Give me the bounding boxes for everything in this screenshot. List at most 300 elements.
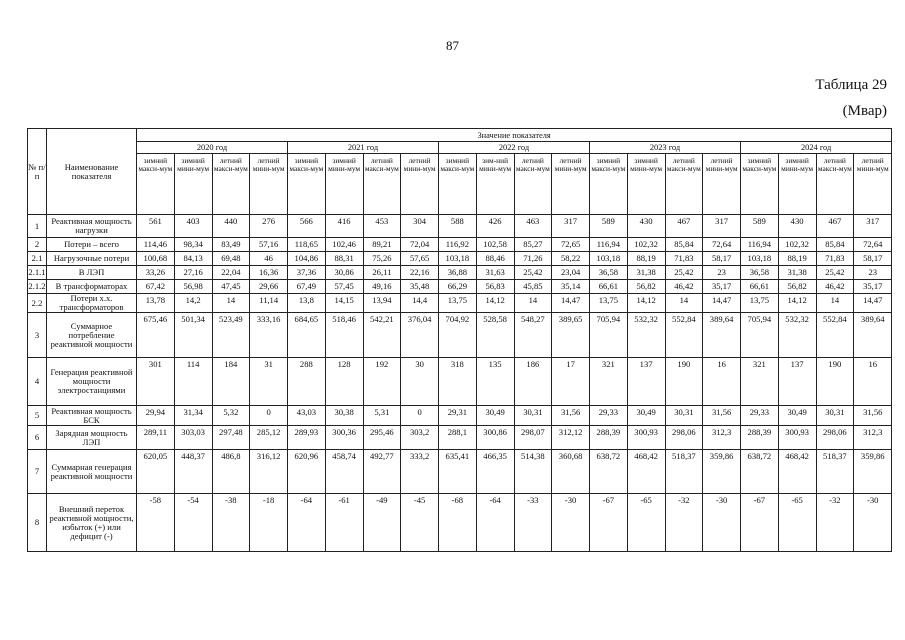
header-season: летний мини-мум — [401, 154, 439, 215]
value-cell: 56,82 — [778, 280, 816, 294]
value-cell: 66,29 — [439, 280, 477, 294]
value-cell: 298,07 — [514, 426, 552, 450]
value-cell: 13,75 — [439, 294, 477, 313]
value-cell: 16 — [703, 358, 741, 406]
value-cell: 85,84 — [816, 238, 854, 252]
value-cell: 128 — [325, 358, 363, 406]
value-cell: 84,13 — [174, 252, 212, 266]
value-cell: 29,33 — [590, 406, 628, 426]
value-cell: 288,39 — [741, 426, 779, 450]
value-cell: 297,48 — [212, 426, 250, 450]
value-cell: 114,46 — [137, 238, 175, 252]
row-number: 1 — [28, 215, 47, 238]
header-year: 2022 год — [439, 142, 590, 154]
value-cell: 72,65 — [552, 238, 590, 252]
table-row — [28, 358, 892, 406]
value-cell: -30 — [703, 494, 741, 552]
value-cell: 13,75 — [590, 294, 628, 313]
value-cell: 14,12 — [627, 294, 665, 313]
table-row — [28, 215, 892, 238]
value-cell: 98,34 — [174, 238, 212, 252]
value-cell: 25,42 — [514, 266, 552, 280]
table-row — [28, 252, 892, 266]
value-cell: 289,93 — [288, 426, 326, 450]
header-no: № п/п — [28, 129, 47, 215]
value-cell: 100,68 — [137, 252, 175, 266]
page-number: 87 — [446, 38, 459, 53]
row-name: Потери – всего — [47, 238, 137, 252]
value-cell: 103,18 — [590, 252, 628, 266]
value-cell: 71,83 — [665, 252, 703, 266]
value-cell: 13,8 — [288, 294, 326, 313]
value-cell: 635,41 — [439, 450, 477, 494]
value-cell: 57,16 — [250, 238, 288, 252]
value-cell: 29,94 — [137, 406, 175, 426]
value-cell: 486,8 — [212, 450, 250, 494]
value-cell: 298,06 — [665, 426, 703, 450]
value-cell: -65 — [778, 494, 816, 552]
row-number: 2.1.2 — [28, 280, 47, 294]
table-unit: (Мвар) — [842, 103, 887, 119]
value-cell: -61 — [325, 494, 363, 552]
value-cell: -33 — [514, 494, 552, 552]
value-cell: 116,94 — [741, 238, 779, 252]
value-cell: 88,19 — [778, 252, 816, 266]
value-cell: 318 — [439, 358, 477, 406]
value-cell: 88,19 — [627, 252, 665, 266]
value-cell: 71,26 — [514, 252, 552, 266]
value-cell: -32 — [665, 494, 703, 552]
header-season: зимний макси-мум — [137, 154, 175, 215]
value-cell: 43,03 — [288, 406, 326, 426]
value-cell: 289,11 — [137, 426, 175, 450]
value-cell: 23 — [854, 266, 892, 280]
value-cell: 47,45 — [212, 280, 250, 294]
value-cell: -38 — [212, 494, 250, 552]
table-row — [28, 238, 892, 252]
value-cell: 675,46 — [137, 313, 175, 358]
value-cell: 30,86 — [325, 266, 363, 280]
value-cell: 26,11 — [363, 266, 401, 280]
header-season: зимний макси-мум — [741, 154, 779, 215]
value-cell: 30,49 — [627, 406, 665, 426]
value-cell: 705,94 — [741, 313, 779, 358]
value-cell: -45 — [401, 494, 439, 552]
header-season: зимний макси-мум — [288, 154, 326, 215]
value-cell: 25,42 — [665, 266, 703, 280]
value-cell: 14,2 — [174, 294, 212, 313]
header-season: летний макси-мум — [514, 154, 552, 215]
header-value: Значение показателя — [137, 129, 892, 142]
table-row — [28, 313, 892, 358]
value-cell: 300,93 — [778, 426, 816, 450]
value-cell: 30,31 — [514, 406, 552, 426]
value-cell: 523,49 — [212, 313, 250, 358]
value-cell: 416 — [325, 215, 363, 238]
value-cell: 301 — [137, 358, 175, 406]
value-cell: 71,83 — [816, 252, 854, 266]
value-cell: 453 — [363, 215, 401, 238]
value-cell: 14,15 — [325, 294, 363, 313]
row-number: 3 — [28, 313, 47, 358]
value-cell: 85,84 — [665, 238, 703, 252]
value-cell: 58,17 — [703, 252, 741, 266]
header-season: зимний макси-мум — [439, 154, 477, 215]
value-cell: 118,65 — [288, 238, 326, 252]
header-season: зимний макси-мум — [590, 154, 628, 215]
value-cell: 300,86 — [476, 426, 514, 450]
value-cell: -30 — [854, 494, 892, 552]
header-season: летний макси-мум — [816, 154, 854, 215]
table-row — [28, 294, 892, 313]
value-cell: 89,21 — [363, 238, 401, 252]
value-cell: 30,31 — [665, 406, 703, 426]
value-cell: 316,12 — [250, 450, 288, 494]
value-cell: 22,04 — [212, 266, 250, 280]
value-cell: 14,4 — [401, 294, 439, 313]
value-cell: 518,37 — [816, 450, 854, 494]
value-cell: 303,2 — [401, 426, 439, 450]
header-season: летний мини-мум — [250, 154, 288, 215]
value-cell: 14,47 — [854, 294, 892, 313]
value-cell: 17 — [552, 358, 590, 406]
value-cell: 440 — [212, 215, 250, 238]
value-cell: 430 — [778, 215, 816, 238]
value-cell: 389,65 — [552, 313, 590, 358]
value-cell: 67,42 — [137, 280, 175, 294]
value-cell: 58,17 — [854, 252, 892, 266]
value-cell: 46 — [250, 252, 288, 266]
value-cell: 56,83 — [476, 280, 514, 294]
value-cell: -68 — [439, 494, 477, 552]
value-cell: 35,17 — [703, 280, 741, 294]
value-cell: 30,49 — [778, 406, 816, 426]
row-name: В ЛЭП — [47, 266, 137, 280]
row-name: Внешний переток реактивной мощности, избыток (+) или дефицит (-) — [47, 494, 137, 552]
row-name: В трансформаторах — [47, 280, 137, 294]
value-cell: 36,58 — [590, 266, 628, 280]
value-cell: 468,42 — [778, 450, 816, 494]
value-cell: 426 — [476, 215, 514, 238]
table-row — [28, 280, 892, 294]
value-cell: 49,16 — [363, 280, 401, 294]
value-cell: 528,58 — [476, 313, 514, 358]
value-cell: 31,38 — [627, 266, 665, 280]
value-cell: 542,21 — [363, 313, 401, 358]
value-cell: 13,78 — [137, 294, 175, 313]
value-cell: 35,17 — [854, 280, 892, 294]
value-cell: 46,42 — [665, 280, 703, 294]
row-name: Генерация реактивной мощности электростанциями — [47, 358, 137, 406]
value-cell: 23,04 — [552, 266, 590, 280]
value-cell: 46,42 — [816, 280, 854, 294]
header-season: зим-ний мини-мум — [476, 154, 514, 215]
value-cell: 186 — [514, 358, 552, 406]
value-cell: 36,58 — [741, 266, 779, 280]
row-name: Реактивная мощность нагрузки — [47, 215, 137, 238]
row-name: Реактивная мощность БСК — [47, 406, 137, 426]
header-year: 2021 год — [288, 142, 439, 154]
value-cell: 116,94 — [590, 238, 628, 252]
value-cell: 14,12 — [476, 294, 514, 313]
row-number: 2 — [28, 238, 47, 252]
value-cell: -32 — [816, 494, 854, 552]
value-cell: 14,12 — [778, 294, 816, 313]
header-season: летний макси-мум — [665, 154, 703, 215]
value-cell: -18 — [250, 494, 288, 552]
table-row — [28, 494, 892, 552]
value-cell: 552,84 — [816, 313, 854, 358]
value-cell: 288,39 — [590, 426, 628, 450]
value-cell: 57,65 — [401, 252, 439, 266]
value-cell: 552,84 — [665, 313, 703, 358]
value-cell: -67 — [590, 494, 628, 552]
value-cell: 300,36 — [325, 426, 363, 450]
header-year: 2020 год — [137, 142, 288, 154]
value-cell: 14,47 — [703, 294, 741, 313]
value-cell: 448,37 — [174, 450, 212, 494]
value-cell: 83,49 — [212, 238, 250, 252]
value-cell: 31,56 — [854, 406, 892, 426]
value-cell: 360,68 — [552, 450, 590, 494]
value-cell: 312,3 — [854, 426, 892, 450]
value-cell: 102,32 — [778, 238, 816, 252]
value-cell: 27,16 — [174, 266, 212, 280]
value-cell: 22,16 — [401, 266, 439, 280]
value-cell: 102,58 — [476, 238, 514, 252]
value-cell: 492,77 — [363, 450, 401, 494]
value-cell: 304 — [401, 215, 439, 238]
value-cell: 88,46 — [476, 252, 514, 266]
table-row — [28, 266, 892, 280]
value-cell: 66,61 — [590, 280, 628, 294]
value-cell: 192 — [363, 358, 401, 406]
value-cell: 288 — [288, 358, 326, 406]
value-cell: 359,86 — [854, 450, 892, 494]
value-cell: -64 — [476, 494, 514, 552]
value-cell: 69,48 — [212, 252, 250, 266]
row-number: 4 — [28, 358, 47, 406]
value-cell: 45,85 — [514, 280, 552, 294]
value-cell: 116,92 — [439, 238, 477, 252]
value-cell: 85,27 — [514, 238, 552, 252]
row-name: Нагрузочные потери — [47, 252, 137, 266]
value-cell: 467 — [665, 215, 703, 238]
value-cell: -54 — [174, 494, 212, 552]
value-cell: 5,32 — [212, 406, 250, 426]
value-cell: 135 — [476, 358, 514, 406]
value-cell: 312,12 — [552, 426, 590, 450]
value-cell: 321 — [590, 358, 628, 406]
header-year: 2024 год — [741, 142, 892, 154]
value-cell: 72,04 — [401, 238, 439, 252]
value-cell: 705,94 — [590, 313, 628, 358]
value-cell: 589 — [741, 215, 779, 238]
value-cell: 458,74 — [325, 450, 363, 494]
value-cell: 548,27 — [514, 313, 552, 358]
value-cell: 58,22 — [552, 252, 590, 266]
value-cell: 14 — [212, 294, 250, 313]
value-cell: 466,35 — [476, 450, 514, 494]
value-cell: 312,3 — [703, 426, 741, 450]
value-cell: 30 — [401, 358, 439, 406]
value-cell: 638,72 — [741, 450, 779, 494]
table-title: Таблица 29 — [815, 77, 887, 93]
value-cell: 14 — [514, 294, 552, 313]
value-cell: 376,04 — [401, 313, 439, 358]
header-name: Наименование показателя — [47, 129, 137, 215]
value-cell: 114 — [174, 358, 212, 406]
value-cell: 684,65 — [288, 313, 326, 358]
table-row — [28, 426, 892, 450]
value-cell: 620,96 — [288, 450, 326, 494]
value-cell: 56,82 — [627, 280, 665, 294]
value-cell: 57,45 — [325, 280, 363, 294]
header-year: 2023 год — [590, 142, 741, 154]
value-cell: 31,56 — [703, 406, 741, 426]
header-season: зимний мини-мум — [325, 154, 363, 215]
value-cell: 72,64 — [854, 238, 892, 252]
value-cell: 389,64 — [703, 313, 741, 358]
table-row — [28, 406, 892, 426]
value-cell: 14,47 — [552, 294, 590, 313]
value-cell: 389,64 — [854, 313, 892, 358]
row-number: 2.1 — [28, 252, 47, 266]
header-season: летний мини-мум — [703, 154, 741, 215]
value-cell: 13,75 — [741, 294, 779, 313]
value-cell: 88,31 — [325, 252, 363, 266]
value-cell: 317 — [552, 215, 590, 238]
value-cell: 468,42 — [627, 450, 665, 494]
value-cell: 102,32 — [627, 238, 665, 252]
value-cell: 66,61 — [741, 280, 779, 294]
row-number: 2.1.1 — [28, 266, 47, 280]
header-season: летний макси-мум — [363, 154, 401, 215]
value-cell: 467 — [816, 215, 854, 238]
row-name: Потери х.х. трансформаторов — [47, 294, 137, 313]
value-cell: 359,86 — [703, 450, 741, 494]
value-cell: 104,86 — [288, 252, 326, 266]
value-cell: 295,46 — [363, 426, 401, 450]
value-cell: 5,31 — [363, 406, 401, 426]
value-cell: 31,38 — [778, 266, 816, 280]
value-cell: 638,72 — [590, 450, 628, 494]
value-cell: 303,03 — [174, 426, 212, 450]
value-cell: 75,26 — [363, 252, 401, 266]
value-cell: -58 — [137, 494, 175, 552]
value-cell: 518,37 — [665, 450, 703, 494]
value-cell: 36,88 — [439, 266, 477, 280]
header-season: зимний мини-мум — [627, 154, 665, 215]
header-season: зимний мини-мум — [778, 154, 816, 215]
value-cell: 317 — [854, 215, 892, 238]
value-cell: 29,66 — [250, 280, 288, 294]
value-cell: 30,38 — [325, 406, 363, 426]
value-cell: 403 — [174, 215, 212, 238]
value-cell: 16,36 — [250, 266, 288, 280]
value-cell: 276 — [250, 215, 288, 238]
value-cell: 430 — [627, 215, 665, 238]
value-cell: 31,34 — [174, 406, 212, 426]
value-cell: 14 — [816, 294, 854, 313]
value-cell: 285,12 — [250, 426, 288, 450]
value-cell: 0 — [250, 406, 288, 426]
value-cell: -65 — [627, 494, 665, 552]
value-cell: 588 — [439, 215, 477, 238]
row-number: 8 — [28, 494, 47, 552]
row-name: Суммарная генерация реактивной мощности — [47, 450, 137, 494]
row-number: 6 — [28, 426, 47, 450]
value-cell: -30 — [552, 494, 590, 552]
value-cell: 30,49 — [476, 406, 514, 426]
value-cell: 31 — [250, 358, 288, 406]
value-cell: 333,2 — [401, 450, 439, 494]
row-name: Зарядная мощность ЛЭП — [47, 426, 137, 450]
value-cell: 518,46 — [325, 313, 363, 358]
value-cell: 29,31 — [439, 406, 477, 426]
value-cell: 16 — [854, 358, 892, 406]
value-cell: 103,18 — [741, 252, 779, 266]
value-cell: 514,38 — [514, 450, 552, 494]
value-cell: 14 — [665, 294, 703, 313]
header-season: летний макси-мум — [212, 154, 250, 215]
value-cell: 56,98 — [174, 280, 212, 294]
value-cell: 589 — [590, 215, 628, 238]
value-cell: 33,26 — [137, 266, 175, 280]
value-cell: 13,94 — [363, 294, 401, 313]
row-number: 7 — [28, 450, 47, 494]
value-cell: 37,36 — [288, 266, 326, 280]
value-cell: 31,63 — [476, 266, 514, 280]
value-cell: 463 — [514, 215, 552, 238]
value-cell: 561 — [137, 215, 175, 238]
value-cell: 190 — [665, 358, 703, 406]
value-cell: 30,31 — [816, 406, 854, 426]
value-cell: 0 — [401, 406, 439, 426]
table-row — [28, 450, 892, 494]
value-cell: 31,56 — [552, 406, 590, 426]
row-name: Суммарное потребление реактивной мощности — [47, 313, 137, 358]
header-season: летний мини-мум — [552, 154, 590, 215]
value-cell: 300,93 — [627, 426, 665, 450]
value-cell: 298,06 — [816, 426, 854, 450]
value-cell: 72,64 — [703, 238, 741, 252]
value-cell: 23 — [703, 266, 741, 280]
value-cell: 25,42 — [816, 266, 854, 280]
reactive-power-table — [27, 128, 892, 552]
value-cell: 102,46 — [325, 238, 363, 252]
value-cell: 288,1 — [439, 426, 477, 450]
value-cell: 532,32 — [778, 313, 816, 358]
value-cell: 184 — [212, 358, 250, 406]
value-cell: 704,92 — [439, 313, 477, 358]
row-number: 5 — [28, 406, 47, 426]
value-cell: 67,49 — [288, 280, 326, 294]
value-cell: 190 — [816, 358, 854, 406]
value-cell: 620,05 — [137, 450, 175, 494]
value-cell: -67 — [741, 494, 779, 552]
value-cell: 321 — [741, 358, 779, 406]
value-cell: 103,18 — [439, 252, 477, 266]
value-cell: 317 — [703, 215, 741, 238]
value-cell: 137 — [778, 358, 816, 406]
value-cell: 29,33 — [741, 406, 779, 426]
value-cell: 566 — [288, 215, 326, 238]
value-cell: 137 — [627, 358, 665, 406]
header-season: зимний мини-мум — [174, 154, 212, 215]
value-cell: -64 — [288, 494, 326, 552]
value-cell: 532,32 — [627, 313, 665, 358]
